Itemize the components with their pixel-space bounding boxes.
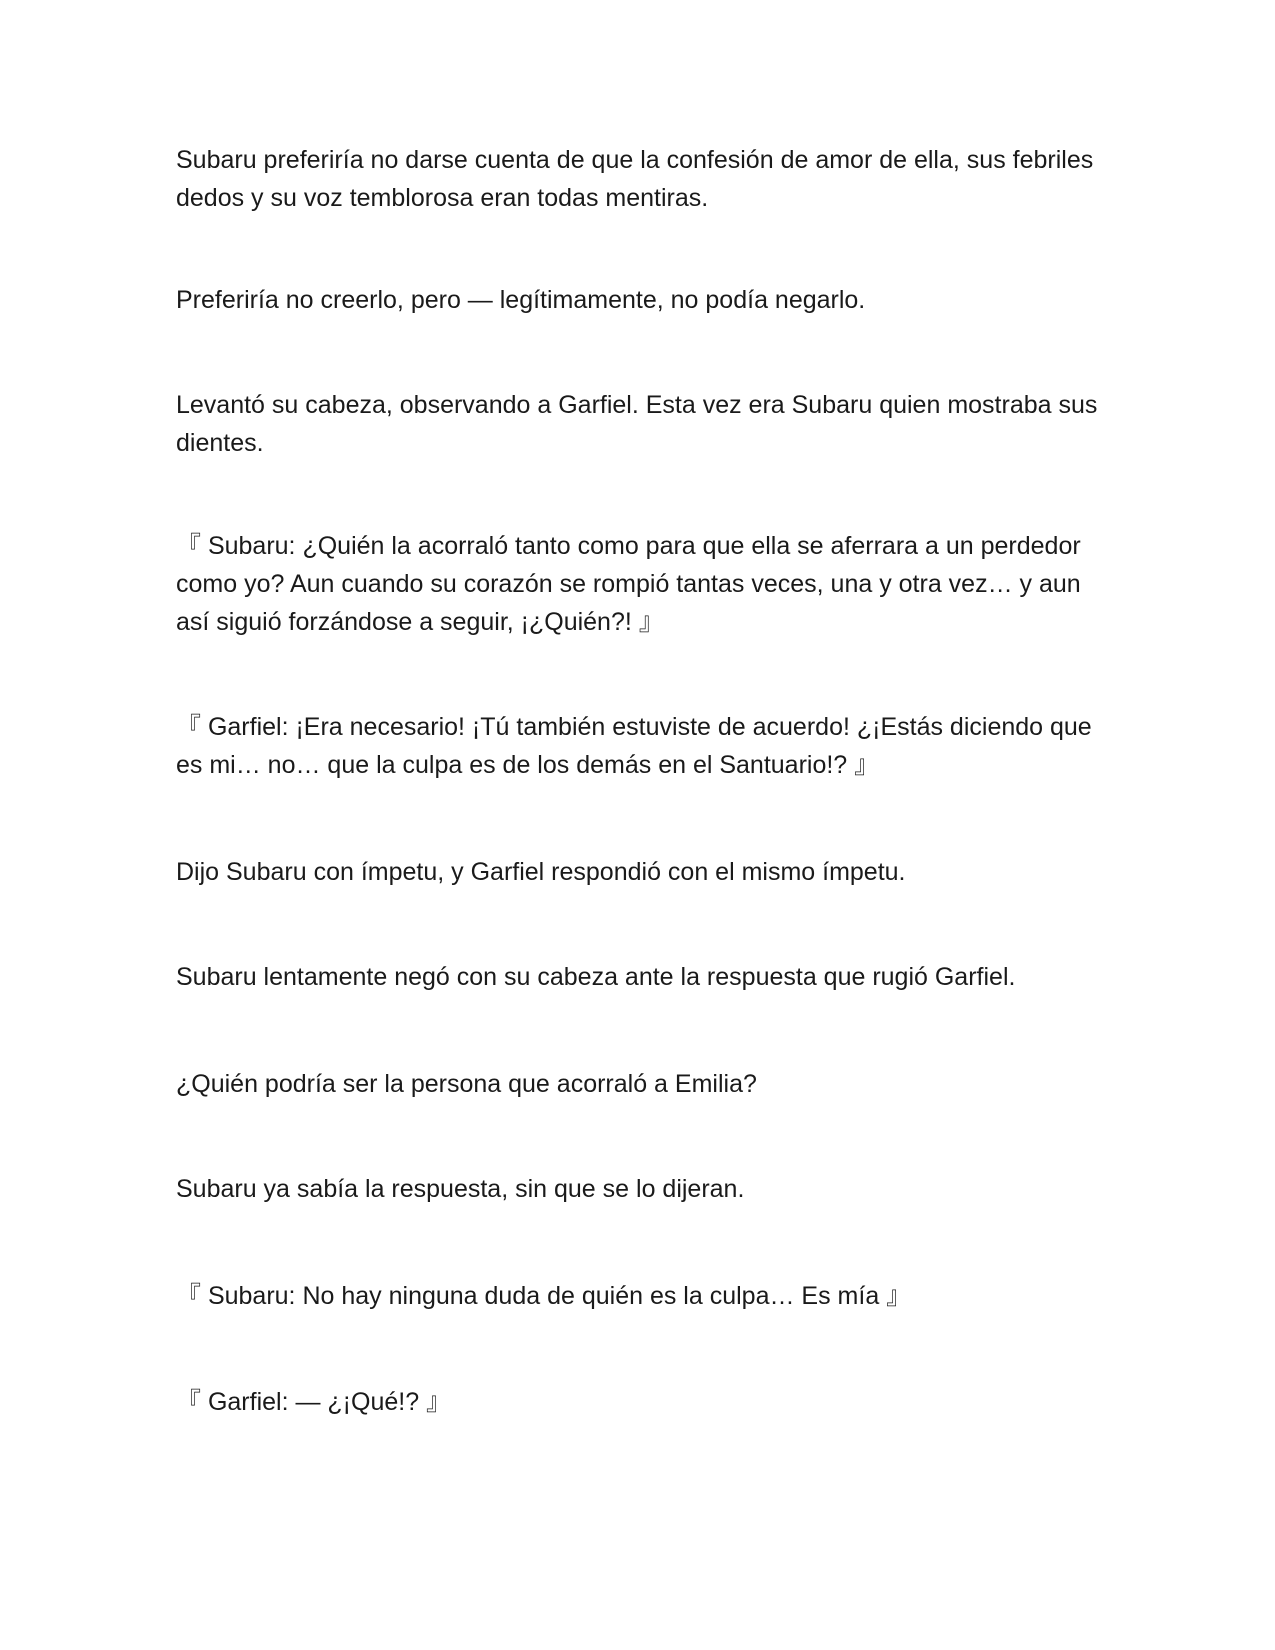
paragraph-3: Levantó su cabeza, observando a Garfiel. Esta vez era Subaru quien mostraba sus dientes. <box>176 391 1105 457</box>
paragraph-2: Preferiría no creerlo, pero — legítimamente, no podía negarlo. <box>176 286 866 314</box>
dialogue-garfiel-2: 『 Garfiel: — ¿¡Qué!? 』 <box>176 1388 452 1416</box>
dialogue-subaru-2: 『 Subaru: No hay ninguna duda de quién es la culpa… Es mía 』 <box>176 1282 912 1310</box>
paragraph-4: Dijo Subaru con ímpetu, y Garfiel respondió con el mismo ímpetu. <box>176 858 906 886</box>
paragraph-5: Subaru lentamente negó con su cabeza ante la respuesta que rugió Garfiel. <box>176 963 1016 991</box>
dialogue-subaru-1: 『 Subaru: ¿Quién la acorraló tanto como para que ella se aferrara a un perdedor como yo? Aun cuando su corazón se rompió tantas veces, una y otra vez… y aun así siguió forzándose a seguir, ¡¿Quién?! 』 <box>176 532 1088 636</box>
paragraph-1: Subaru preferiría no darse cuenta de que la confesión de amor de ella, sus febriles dedos y su voz temblorosa eran todas mentiras. <box>176 146 1101 212</box>
dialogue-garfiel-1: 『 Garfiel: ¡Era necesario! ¡Tú también estuviste de acuerdo! ¿¡Estás diciendo que es mi… no… que la culpa es de los demás en el Santuario!? 』 <box>176 713 1099 779</box>
paragraph-6: ¿Quién podría ser la persona que acorraló a Emilia? <box>176 1070 757 1098</box>
paragraph-7: Subaru ya sabía la respuesta, sin que se lo dijeran. <box>176 1175 745 1203</box>
